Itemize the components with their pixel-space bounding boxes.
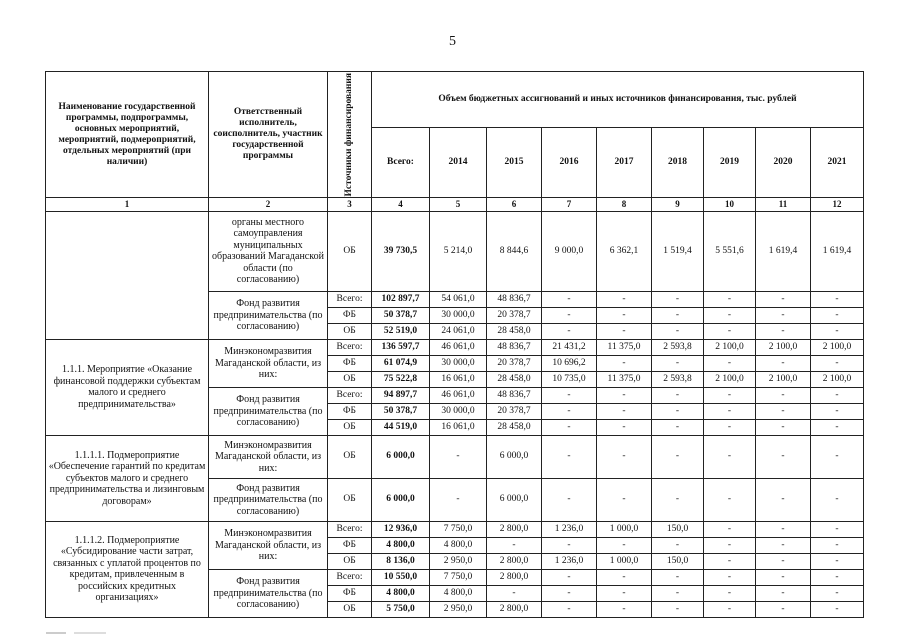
year-amount-cell: - [704,553,756,569]
total-amount-cell: 10 550,0 [372,569,430,585]
year-amount-cell: - [597,291,652,307]
year-amount-cell: 2 950,0 [430,601,487,617]
year-amount-cell: 2 800,0 [487,553,542,569]
year-amount-cell: - [652,419,704,435]
year-amount-cell: 48 836,7 [487,291,542,307]
table-row [46,521,864,537]
header-year: 2020 [756,128,811,198]
year-amount-cell: - [756,553,811,569]
year-amount-cell: - [811,553,864,569]
year-amount-cell: 8 844,6 [487,211,542,291]
year-amount-cell: - [542,291,597,307]
total-amount-cell: 6 000,0 [372,435,430,478]
funding-source-cell: ОБ [328,553,372,569]
year-amount-cell: - [652,569,704,585]
total-amount-cell: 6 000,0 [372,478,430,521]
program-name-cell: 1.1.1. Мероприятие «Оказание финансовой поддержки субъектам малого и среднего предпринимательства» [46,339,209,435]
total-amount-cell: 94 897,7 [372,387,430,403]
year-amount-cell: 7 750,0 [430,569,487,585]
year-amount-cell: - [756,478,811,521]
year-amount-cell: - [542,569,597,585]
year-amount-cell: - [756,585,811,601]
funding-source-cell: ФБ [328,355,372,371]
year-amount-cell: 28 458,0 [487,371,542,387]
header-total: Всего: [372,128,430,198]
year-amount-cell: - [704,569,756,585]
year-amount-cell: - [811,323,864,339]
year-amount-cell: - [704,307,756,323]
year-amount-cell: - [811,387,864,403]
funding-source-cell: ФБ [328,307,372,323]
year-amount-cell: - [756,419,811,435]
year-amount-cell: 2 593,8 [652,339,704,355]
year-amount-cell: - [652,435,704,478]
year-amount-cell: - [704,537,756,553]
year-amount-cell: - [652,323,704,339]
year-amount-cell: - [652,403,704,419]
year-amount-cell: - [430,435,487,478]
year-amount-cell: - [756,291,811,307]
scan-artifact-mark [46,628,106,636]
funding-source-cell: ОБ [328,371,372,387]
year-amount-cell: - [704,403,756,419]
header-funding-source [328,72,372,198]
column-number: 3 [328,198,372,211]
total-amount-cell: 50 378,7 [372,307,430,323]
year-amount-cell: 16 061,0 [430,419,487,435]
year-amount-cell: 2 100,0 [704,371,756,387]
header-year: 2017 [597,128,652,198]
funding-source-cell: Всего: [328,569,372,585]
year-amount-cell: - [811,307,864,323]
year-amount-cell: - [756,403,811,419]
year-amount-cell: - [704,323,756,339]
year-amount-cell: - [811,537,864,553]
year-amount-cell: - [542,387,597,403]
year-amount-cell: - [652,601,704,617]
year-amount-cell: 6 000,0 [487,478,542,521]
budget-table [45,71,864,618]
program-name-cell: 1.1.1.1. Подмероприятие «Обеспечение гарантий по кредитам субъектов малого и среднего предпринимательства и лизинговым договорам» [46,435,209,521]
year-amount-cell: - [811,585,864,601]
year-amount-cell: 2 100,0 [756,339,811,355]
year-amount-cell: - [542,601,597,617]
year-amount-cell: - [597,478,652,521]
year-amount-cell: - [597,355,652,371]
year-amount-cell: - [652,478,704,521]
year-amount-cell: 2 800,0 [487,601,542,617]
year-amount-cell: 2 800,0 [487,521,542,537]
year-amount-cell: 5 551,6 [704,211,756,291]
table-row [46,339,864,355]
column-number: 12 [811,198,864,211]
year-amount-cell: - [704,478,756,521]
year-amount-cell: - [487,537,542,553]
header-year: 2014 [430,128,487,198]
year-amount-cell: - [756,435,811,478]
funding-source-cell: ОБ [328,435,372,478]
header-year: 2015 [487,128,542,198]
year-amount-cell: 20 378,7 [487,403,542,419]
header-year: 2018 [652,128,704,198]
funding-source-cell: ОБ [328,419,372,435]
year-amount-cell: - [704,435,756,478]
executor-cell: Минэкономразвития Магаданской области, из них: [209,435,328,478]
column-number: 5 [430,198,487,211]
year-amount-cell: - [597,569,652,585]
funding-source-cell: Всего: [328,387,372,403]
total-amount-cell: 4 800,0 [372,585,430,601]
year-amount-cell: - [597,435,652,478]
executor-cell: Минэкономразвития Магаданской области, из них: [209,339,328,387]
year-amount-cell: 11 375,0 [597,339,652,355]
total-amount-cell: 50 378,7 [372,403,430,419]
year-amount-cell: 54 061,0 [430,291,487,307]
year-amount-cell: 1 619,4 [811,211,864,291]
year-amount-cell: 1 619,4 [756,211,811,291]
executor-cell: Минэкономразвития Магаданской области, из них: [209,521,328,569]
year-amount-cell: - [652,387,704,403]
year-amount-cell: 1 236,0 [542,553,597,569]
year-amount-cell: 6 000,0 [487,435,542,478]
year-amount-cell: - [811,403,864,419]
executor-cell: Фонд развития предпринимательства (по согласованию) [209,291,328,339]
year-amount-cell: 2 593,8 [652,371,704,387]
executor-cell: органы местного самоуправления муниципальных образований Магаданской области (по согласованию) [209,211,328,291]
year-amount-cell: - [430,478,487,521]
year-amount-cell: 20 378,7 [487,355,542,371]
page-number: 5 [449,34,456,49]
year-amount-cell: 48 836,7 [487,339,542,355]
year-amount-cell: 4 800,0 [430,585,487,601]
total-amount-cell: 102 897,7 [372,291,430,307]
year-amount-cell: - [811,419,864,435]
year-amount-cell: - [704,585,756,601]
year-amount-cell: - [704,387,756,403]
year-amount-cell: 16 061,0 [430,371,487,387]
year-amount-cell: - [542,403,597,419]
year-amount-cell: - [487,585,542,601]
funding-source-cell: ФБ [328,537,372,553]
year-amount-cell: - [652,537,704,553]
year-amount-cell: - [756,387,811,403]
year-amount-cell: - [597,323,652,339]
year-amount-cell: - [597,403,652,419]
year-amount-cell: 2 100,0 [811,339,864,355]
year-amount-cell: 28 458,0 [487,419,542,435]
column-number: 11 [756,198,811,211]
year-amount-cell: 20 378,7 [487,307,542,323]
year-amount-cell: 46 061,0 [430,387,487,403]
executor-cell: Фонд развития предпринимательства (по согласованию) [209,569,328,617]
year-amount-cell: 21 431,2 [542,339,597,355]
year-amount-cell: 30 000,0 [430,403,487,419]
year-amount-cell: 28 458,0 [487,323,542,339]
year-amount-cell: - [811,521,864,537]
column-number: 6 [487,198,542,211]
funding-source-cell: ФБ [328,403,372,419]
funding-source-cell: Всего: [328,291,372,307]
year-amount-cell: 2 100,0 [811,371,864,387]
year-amount-cell: - [811,291,864,307]
year-amount-cell: - [756,307,811,323]
year-amount-cell: 11 375,0 [597,371,652,387]
year-amount-cell: - [542,537,597,553]
year-amount-cell: - [704,291,756,307]
year-amount-cell: - [704,355,756,371]
year-amount-cell: 9 000,0 [542,211,597,291]
year-amount-cell: - [811,601,864,617]
year-amount-cell: - [756,569,811,585]
year-amount-cell: 150,0 [652,553,704,569]
year-amount-cell: - [542,307,597,323]
header-year: 2016 [542,128,597,198]
year-amount-cell: - [811,435,864,478]
year-amount-cell: - [756,601,811,617]
total-amount-cell: 5 750,0 [372,601,430,617]
year-amount-cell: 2 950,0 [430,553,487,569]
year-amount-cell: - [597,585,652,601]
year-amount-cell: - [704,419,756,435]
year-amount-cell: - [542,435,597,478]
year-amount-cell: - [811,569,864,585]
header-year: 2021 [811,128,864,198]
funding-source-cell: Всего: [328,339,372,355]
year-amount-cell: - [597,419,652,435]
year-amount-cell: - [704,601,756,617]
header-year: 2019 [704,128,756,198]
year-amount-cell: - [542,419,597,435]
year-amount-cell: - [542,585,597,601]
year-amount-cell: 10 735,0 [542,371,597,387]
year-amount-cell: 1 519,4 [652,211,704,291]
column-number: 1 [46,198,209,211]
year-amount-cell: - [597,387,652,403]
total-amount-cell: 12 936,0 [372,521,430,537]
year-amount-cell: 30 000,0 [430,307,487,323]
total-amount-cell: 4 800,0 [372,537,430,553]
year-amount-cell: - [756,537,811,553]
year-amount-cell: - [652,355,704,371]
header-executor: Ответственный исполнитель, соисполнитель, участник государственной программы [209,72,328,198]
year-amount-cell: - [652,585,704,601]
year-amount-cell: 24 061,0 [430,323,487,339]
year-amount-cell: - [597,537,652,553]
column-number: 9 [652,198,704,211]
funding-source-cell: ОБ [328,323,372,339]
year-amount-cell: - [756,323,811,339]
executor-cell: Фонд развития предпринимательства (по согласованию) [209,387,328,435]
total-amount-cell: 61 074,9 [372,355,430,371]
year-amount-cell: 2 100,0 [756,371,811,387]
year-amount-cell: - [756,521,811,537]
year-amount-cell: 150,0 [652,521,704,537]
year-amount-cell: - [811,478,864,521]
year-amount-cell: 5 214,0 [430,211,487,291]
year-amount-cell: 1 000,0 [597,521,652,537]
funding-source-cell: ОБ [328,211,372,291]
year-amount-cell: - [597,601,652,617]
funding-source-cell: Всего: [328,521,372,537]
funding-source-cell: ОБ [328,601,372,617]
executor-cell: Фонд развития предпринимательства (по согласованию) [209,478,328,521]
column-number: 7 [542,198,597,211]
header-funding-source-text: Источники финансирования [344,73,355,197]
year-amount-cell: - [811,355,864,371]
column-number: 8 [597,198,652,211]
header-program-name: Наименование государственной программы, подпрограммы, основных мероприятий, мероприятий, подмероприятий, отдельных мероприятий (при наличии) [46,72,209,198]
year-amount-cell: 1 000,0 [597,553,652,569]
total-amount-cell: 44 519,0 [372,419,430,435]
funding-source-cell: ОБ [328,478,372,521]
total-amount-cell: 8 136,0 [372,553,430,569]
table-row [46,435,864,478]
year-amount-cell: 1 236,0 [542,521,597,537]
column-number: 10 [704,198,756,211]
total-amount-cell: 39 730,5 [372,211,430,291]
year-amount-cell: - [756,355,811,371]
column-number: 4 [372,198,430,211]
year-amount-cell: 10 696,2 [542,355,597,371]
table-body [46,211,864,617]
year-amount-cell: - [652,291,704,307]
program-name-cell [46,211,209,339]
year-amount-cell: 46 061,0 [430,339,487,355]
table-row [46,211,864,291]
year-amount-cell: 6 362,1 [597,211,652,291]
year-amount-cell: - [597,307,652,323]
header-volume: Объем бюджетных ассигнований и иных источников финансирования, тыс. рублей [372,72,864,128]
column-number: 2 [209,198,328,211]
total-amount-cell: 52 519,0 [372,323,430,339]
funding-source-cell: ФБ [328,585,372,601]
year-amount-cell: 30 000,0 [430,355,487,371]
total-amount-cell: 75 522,8 [372,371,430,387]
year-amount-cell: 48 836,7 [487,387,542,403]
year-amount-cell: 4 800,0 [430,537,487,553]
year-amount-cell: - [542,478,597,521]
year-amount-cell: 2 800,0 [487,569,542,585]
year-amount-cell: 2 100,0 [704,339,756,355]
program-name-cell: 1.1.1.2. Подмероприятие «Субсидирование части затрат, связанных с уплатой процентов по кредитам, привлеченным в российских кредитных организациях» [46,521,209,617]
year-amount-cell: - [652,307,704,323]
total-amount-cell: 136 597,7 [372,339,430,355]
year-amount-cell: - [704,521,756,537]
year-amount-cell: 7 750,0 [430,521,487,537]
year-amount-cell: - [542,323,597,339]
